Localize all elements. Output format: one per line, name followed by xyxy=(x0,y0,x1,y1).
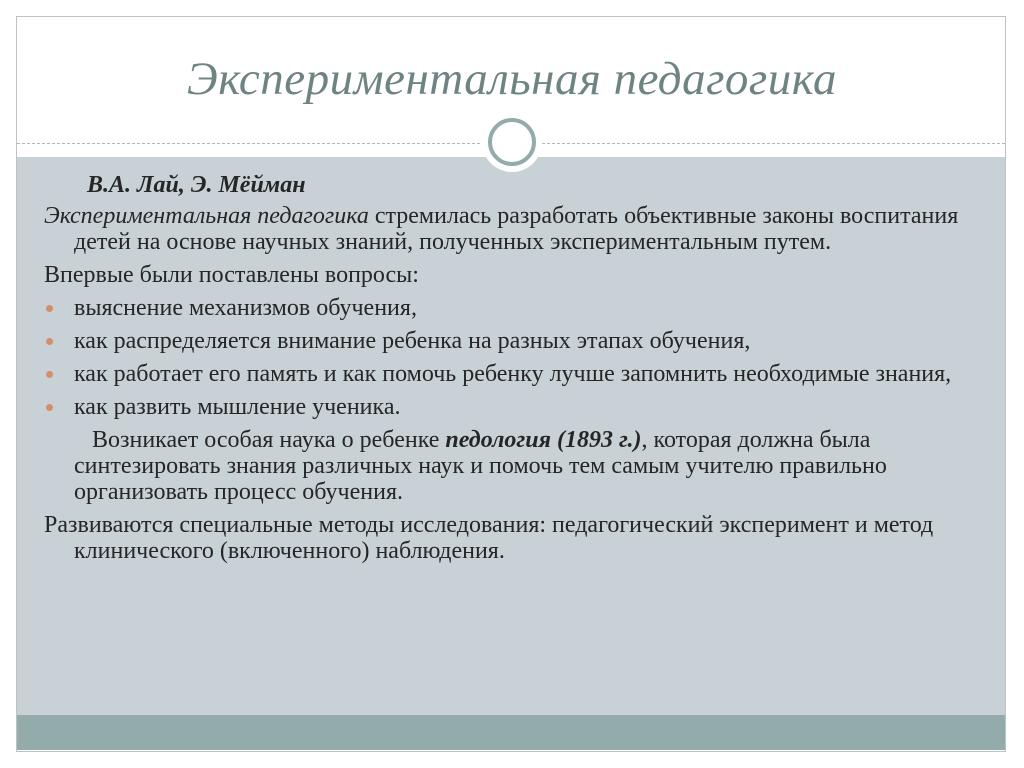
list-item-text: как распределяется внимание ребенка на разных этапах обучения, xyxy=(74,328,751,354)
questions-list xyxy=(44,295,984,420)
slide-title: Экспериментальная педагогика xyxy=(186,53,838,105)
slide-body xyxy=(44,172,984,571)
intro-text: стремилась разработать объективные законы воспитания детей на основе научных знаний, полученных экспериментальным путем. xyxy=(74,203,959,255)
list-item-text: как развить мышление ученика. xyxy=(74,394,401,420)
footer-bar xyxy=(17,715,1005,750)
list-item xyxy=(44,394,984,420)
pedology-paragraph xyxy=(44,427,984,505)
ring-icon xyxy=(488,118,536,166)
circle-ornament-icon xyxy=(482,112,542,172)
pedology-text-before: Возникает особая наука о ребенке xyxy=(92,427,446,453)
list-item xyxy=(44,295,984,321)
intro-italic-lead: Экспериментальная педагогика xyxy=(44,203,369,229)
bullet-dot-icon xyxy=(46,371,53,378)
bullet-dot-icon xyxy=(46,305,53,312)
questions-heading: Впервые были поставлены вопросы: xyxy=(44,262,419,288)
methods-paragraph: Развиваются специальные методы исследования: педагогический эксперимент и метод клинического (включенного) наблюдения. xyxy=(44,512,934,564)
bullet-dot-icon xyxy=(46,404,53,411)
intro-paragraph xyxy=(44,203,984,255)
authors-line: В.А. Лай, Э. Мёйман xyxy=(87,172,306,198)
list-item-text: выяснение механизмов обучения, xyxy=(74,295,417,321)
bullet-dot-icon xyxy=(46,338,53,345)
pedology-term: педология (1893 г.) xyxy=(445,427,642,453)
pedology-text-after: , которая должна была синтезировать знания различных наук и помочь тем самым учителю правильно организовать процесс обучения. xyxy=(74,427,887,505)
list-item xyxy=(44,328,984,354)
list-item xyxy=(44,361,984,387)
list-item-text: как работает его память и как помочь ребенку лучше запомнить необходимые знания, xyxy=(74,361,952,387)
